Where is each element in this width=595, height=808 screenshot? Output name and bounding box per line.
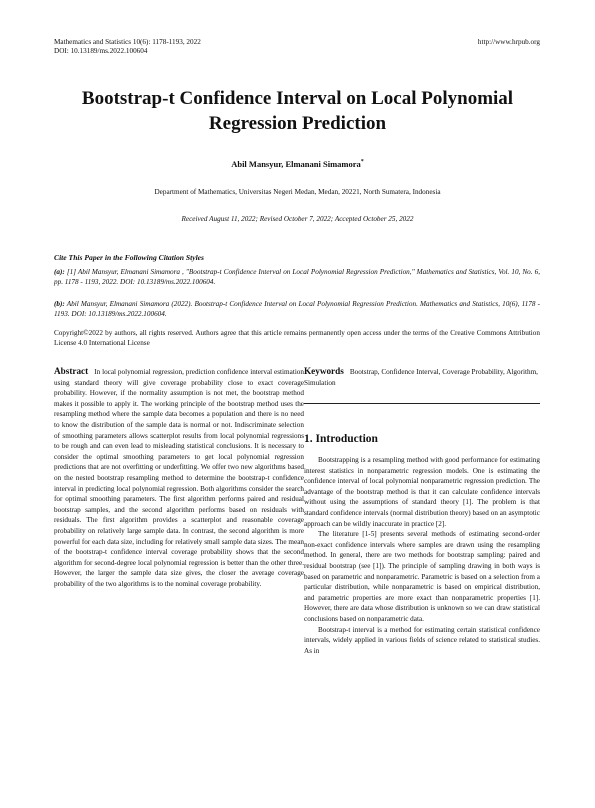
corresponding-author-mark: * (360, 159, 364, 166)
citation-style-a (54, 267, 540, 287)
introduction-body (304, 455, 540, 656)
keywords-section (304, 366, 540, 388)
affiliation: Department of Mathematics, Universitas Negeri Medan, Medan, 20221, North Sumatera, Indonesia (154, 188, 441, 196)
section-divider (304, 403, 540, 404)
intro-paragraph: The literature [1-5] presents several methods of estimating second-order non-exact confidence intervals where samples are drawn using the resampling method. In general, there are two methods for bootstrap sampling: paired and residual bootstrap (see [1]). The principle of sampling drawing in both ways is based on parametric and nonparametric. Parametric is based on a selection from a particular distribution, while nonparametric is based on empirical distribution, and parametric properties are more exact than nonparametric properties [1]. However, there are data whose distribution is unknown so we can draw statistical conclusions based on nonparametric data. (304, 530, 540, 623)
abstract-label: Abstract (54, 366, 89, 376)
citation-b-label: (b): (54, 300, 65, 308)
journal-citation: Mathematics and Statistics 10(6): 1178-1193, 2022 (54, 38, 201, 46)
paper-title: Bootstrap-t Confidence Interval on Local Polynomial Regression Prediction (81, 88, 514, 134)
citation-a-text: [1] Abil Mansyur, Elmanani Simamora , "Bootstrap-t Confidence Interval on Local Polynomial Regression Prediction," Mathematics and Statistics, Vol. 10, No. 6, pp. 1178 - 1193, 2022. DOI: 10.13189/ms.2022.100604. (54, 268, 540, 286)
doi-text: DOI: 10.13189/ms.2022.100604 (54, 47, 148, 55)
citation-b-text: Abil Mansyur, Elmanani Simamora (2022). Bootstrap-t Confidence Interval on Local Polynomial Regression Prediction. Mathematics and Statistics, 10(6), 1178 - 1193. DOI: 10.13189/ms.2022.100604. (54, 300, 541, 318)
author-list (0, 159, 595, 169)
abstract-text: In local polynomial regression, prediction confidence interval estimation using standard theory will give coverage probability close to exact coverage probability. However, if the normality assumption is not met, the bootstrap method makes it possible to apply it. The working principle of the bootstrap method uses the resampling method where the sample data becomes a population and there is no need to know the distribution of the sample data is normal or not. Indiscriminate selection of smoothing parameters allows scatterplot results from local polynomial regressions to be rough and can even lead to misleading statistical conclusions. It is necessary to consider the optimal smoothing parameters to get local polynomial regression predictions that are not overfitting or underfitting. We offer two new algorithms based on the nested bootstrap resampling method to determine the bootstrap-t confidence interval in predicting local polynomial regression. Both algorithms consider the search for optimal smoothing parameters. The first algorithm performs paired and residual bootstrap samples, and the second algorithm performs based on residuals with residuals. The first algorithm provides a scatterplot and reasonable coverage probability on relatively large sample data. In contrast, the second algorithm is more powerful for each data size, including for relatively small sample data sizes. The mean of the bootstrap-t confidence interval coverage probability shows that the second algorithm for second-degree local polynomial regression is better than the other three. However, the larger the sample data size gives, the closer the average coverage probability of the two algorithms is to the nominal coverage probability. (54, 368, 304, 588)
running-header-left (54, 38, 201, 56)
journal-url[interactable]: http://www.hrpub.org (477, 38, 540, 46)
intro-paragraph: Bootstrap-t interval is a method for estimating certain statistical confidence intervals, widely applied in various fields of science related to statistical studies. As in (304, 625, 540, 655)
keywords-label: Keywords (304, 366, 344, 376)
publication-dates: Received August 11, 2022; Revised October 7, 2022; Accepted October 25, 2022 (181, 215, 414, 223)
copyright-notice: Copyright©2022 by authors, all rights reserved. Authors agree that this article remains permanently open access under the terms of the Creative Commons Attribution License 4.0 International License (54, 329, 540, 347)
citation-style-b (54, 299, 540, 319)
author-names: Abil Mansyur, Elmanani Simamora (231, 159, 361, 169)
citation-a-label: (a): (54, 268, 65, 276)
citation-heading: Cite This Paper in the Following Citation Styles (54, 253, 204, 262)
introduction-heading: 1. Introduction (304, 433, 378, 445)
intro-paragraph: Bootstrapping is a resampling method with good performance for estimating interest statistics in nonparametric regression models. One is estimating the confidence interval of local polynomial nonparametric regression prediction. The advantage of the bootstrap method is that it can calculate confidence intervals without using the assumptions of standard theory [1]. The problem is that standard confidence intervals (normal distribution theory) based on an asymptotic approach can be wildly inaccurate in practice [2]. (304, 456, 540, 528)
abstract-section (54, 366, 304, 589)
keywords-text: Bootstrap, Confidence Interval, Coverage Probability, Algorithm, Simulation (304, 368, 538, 387)
